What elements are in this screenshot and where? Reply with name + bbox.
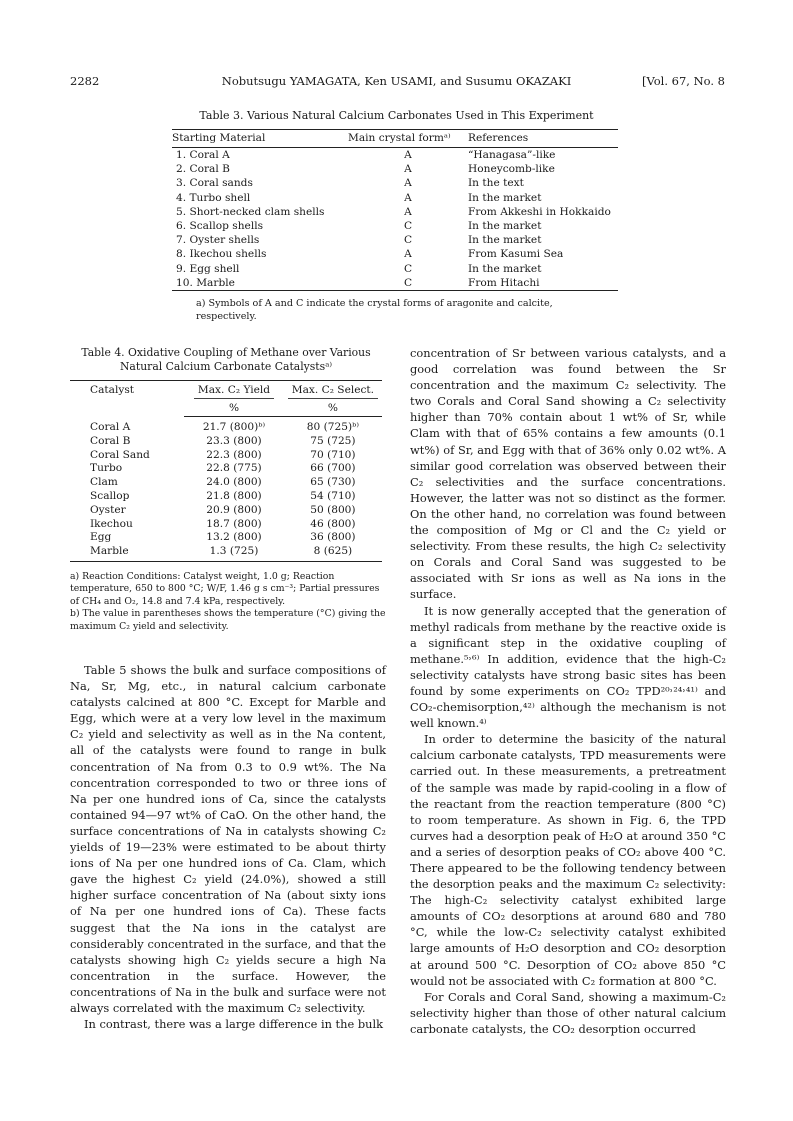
table4-cell-select: 46 (800) (310, 517, 356, 530)
table4-cell-catalyst: Marble (70, 545, 184, 561)
table4-header-yield (184, 381, 284, 400)
table4-cell-yield: 13.2 (800) (206, 531, 262, 544)
table4-cell-select: 36 (800) (310, 531, 356, 544)
table-row (70, 545, 382, 561)
running-header-authors: Nobutsugu YAMAGATA, Ken USAMI, and Susumu OKAZAKI (221, 74, 572, 88)
table3-cell-form: A (404, 149, 412, 161)
table-row (70, 449, 382, 463)
table-row (70, 490, 382, 504)
table4-cell-yield: 20.9 (800) (206, 503, 262, 516)
table3-cell-form: A (404, 205, 412, 218)
table3-cell-ref: In the text (468, 177, 524, 190)
table3-cell-material: 9. Egg shell (176, 262, 240, 275)
table3-cell-ref: “Hanagasa”-like (468, 149, 556, 161)
table-row (70, 518, 382, 532)
table4-cell-catalyst: Oyster (90, 503, 126, 516)
table4-cell-select: 66 (700) (310, 462, 356, 475)
table4-cell-yield: 18.7 (800) (206, 517, 262, 530)
table3-cell-form: C (348, 276, 468, 291)
body-paragraph: In order to determine the basicity of the natural calcium carbonate catalysts, TPD measurements were carried out. In these measurements, a pretreatment of the sample was made by rapid-cooling in a flow of the reactant from the reaction temperature (800 °C) to room temperature. As shown in Fig. 6, the TPD curves had a desorption peak of H₂O at around 350 °C and a series of desorption peaks of CO₂ above 400 °C. There appeared to be the following tendency between the desorption peaks and the maximum C₂ selectivity: The high-C₂ selectivity catalyst exhibited large amounts of CO₂ desorptions at around 680 and 780 °C, while the low-C₂ selectivity catalyst exhibited large amounts of H₂O desorption and CO₂ desorption at around 500 °C. Desorption of CO₂ above 850 °C would not be associated with C₂ formation at 800 °C. (410, 732, 726, 988)
table-row (70, 531, 382, 545)
table4-cell-catalyst: Turbo (90, 462, 123, 475)
table4-cell-catalyst: Coral A (90, 420, 131, 433)
table-row (70, 476, 382, 490)
table4-footnote-a: a) Reaction Conditions: Catalyst weight, 1.0 g; Reaction temperature, 650 to 800 °C; W/F, 1.46 g s cm⁻³; Partial pressures of CH₄ and O₂, 14.8 and 7.4 kPa, respectively. (70, 571, 380, 607)
table4-cell-yield: 21.7 (800)ᵇ⁾ (202, 421, 266, 433)
table4-cell-catalyst: Coral Sand (90, 448, 150, 461)
table3-header-references: References (468, 130, 618, 148)
table4-cell-catalyst: Scallop (90, 489, 130, 502)
table4-cell-catalyst: Ikechou (90, 517, 133, 530)
table3-cell-form: A (404, 248, 412, 261)
table3-caption: Table 3. Various Natural Calcium Carbonates Used in This Experiment (199, 109, 594, 122)
table4-cell-catalyst: Coral B (90, 434, 131, 447)
body-paragraph: concentration of Sr between various catalysts, and a good correlation was found between the Sr concentration and the maximum C₂ selectivity. The two Corals and Coral Sand showing a C₂ selectivity higher than 70% contain about 1 wt% of Sr, while Clam with that of 65% contains a few amounts (0.1 wt%) of Sr, and Egg with that of 36% only 0.02 wt%. A similar good correlation was observed between their C₂ selectivities and the surface concentrations. However, the latter was not so distinct as the former. On the other hand, no correlation was found between the composition of Mg or Cl and the C₂ yield or selectivity. From these results, the high C₂ selectivity on Corals and Coral Sand was suggested to be associated with Sr ions as well as Na ions in the surface. (410, 346, 726, 602)
table4-cell-yield: 23.3 (800) (206, 434, 262, 447)
table4-footnotes (70, 571, 386, 633)
table4 (70, 380, 382, 562)
table3-cell-material: 8. Ikechou shells (176, 248, 267, 261)
table3-cell-material: 7. Oyster shells (176, 234, 260, 247)
table-row (70, 417, 382, 435)
table3-cell-ref: Honeycomb-like (468, 163, 555, 176)
table-row (172, 247, 618, 261)
table-row (172, 205, 618, 219)
table4-unit-select: % (284, 399, 382, 417)
body-paragraph: It is now generally accepted that the generation of methyl radicals from methane by the reactive oxide is a significant step in the oxidative coupling of methane.⁵˒⁶⁾ In addition, evidence that the high-C₂ selectivity catalysts have strong basic sites has been found by some experiments on CO₂ TPD²⁰˒²⁴˒⁴¹⁾ and CO₂-chemisorption,⁴²⁾ although the mechanism is not well known.⁴⁾ (410, 603, 726, 731)
table-row (172, 148, 618, 163)
body-paragraph: For Corals and Coral Sand, showing a maximum-C₂ selectivity higher than those of other natural calcium carbonate catalysts, the CO₂ desorption occurred (410, 989, 726, 1036)
table-row (70, 435, 382, 449)
table3-cell-material: 2. Coral B (176, 163, 230, 176)
table-row (172, 176, 618, 190)
table3-cell-material: 4. Turbo shell (176, 191, 251, 204)
body-column-right (410, 345, 726, 1037)
table3-cell-material: 10. Marble (172, 276, 348, 291)
table-row (172, 262, 618, 276)
table4-footnote-b: b) The value in parentheses shows the temperature (°C) giving the maximum C₂ yield and selectivity. (70, 608, 386, 632)
table4-cell-yield: 24.0 (800) (206, 476, 262, 489)
table4-cell-yield: 22.3 (800) (206, 448, 262, 461)
table3-cell-form: A (404, 163, 412, 176)
table4-cell-select: 70 (710) (310, 448, 356, 461)
table3-header-starting-material: Starting Material (172, 130, 348, 148)
table-row (172, 276, 618, 291)
table4-cell-yield: 22.8 (775) (206, 462, 262, 475)
table3-cell-form: A (404, 177, 412, 190)
table4-cell-yield: 21.8 (800) (206, 489, 262, 502)
table3-cell-form: C (403, 262, 413, 275)
table3-cell-ref: From Akkeshi in Hokkaido (468, 205, 611, 218)
table3-cell-ref: In the market (468, 191, 542, 204)
table4-cell-yield: 1.3 (725) (184, 545, 284, 561)
page-number: 2282 (70, 74, 100, 88)
table3-cell-ref: In the market (468, 234, 542, 247)
table3-cell-material: 3. Coral sands (176, 177, 253, 190)
table4-unit-yield: % (184, 399, 284, 417)
table3-cell-ref: From Hitachi (468, 276, 618, 291)
table3-cell-form: A (404, 191, 412, 204)
table4-cell-select: 50 (800) (310, 503, 356, 516)
table4-header-yield-label: Max. C₂ Yield (194, 384, 274, 399)
table4-cell-select: 65 (730) (310, 476, 356, 489)
table3-cell-material: 6. Scallop shells (176, 220, 264, 233)
table4-cell-select: 75 (725) (310, 434, 356, 447)
table-row (172, 162, 618, 176)
table-row (70, 462, 382, 476)
table3 (172, 129, 618, 291)
table3-cell-material: 1. Coral A (176, 149, 230, 161)
table3-cell-form: C (403, 234, 413, 247)
table3-cell-ref: In the market (468, 220, 542, 233)
table4-cell-catalyst: Clam (90, 476, 118, 489)
table3-cell-ref: From Kasumi Sea (468, 248, 564, 261)
table3-cell-ref: In the market (468, 262, 542, 275)
table-row (172, 219, 618, 233)
table4-cell-catalyst: Egg (90, 531, 112, 544)
table4-header-catalyst: Catalyst (70, 381, 184, 417)
body-paragraph: Table 5 shows the bulk and surface compositions of Na, Sr, Mg, etc., in natural calcium carbonate catalysts calcined at 800 °C. Except for Marble and Egg, which were at a very low level in the maximum C₂ yield and selectivity as well as in the Na content, all of the catalysts were found to range in bulk concentration of Na from 0.3 to 0.9 wt%. The Na concentration corresponded to two or three ions of Na per one hundred ions of Ca, since the catalysts contained 94—97 wt% of CaO. On the other hand, the surface concentrations of Na in catalysts showing C₂ yields of 19—23% were estimated to be about thirty ions of Na per one hundred ions of Ca. Clam, which gave the highest C₂ yield (24.0%), showed a still higher surface concentration of Na (about sixty ions of Na per one hundred ions of Ca). These facts suggest that the Na ions in the catalyst are considerably concentrated in the surface, and that the catalysts showing high C₂ yields secure a high Na concentration in the surface. However, the concentrations of Na in the bulk and surface were not always correlated with the maximum C₂ selectivity. (70, 663, 386, 1015)
body-column-left (70, 662, 386, 1032)
table4-header-select (284, 381, 382, 400)
table4-header-select-label: Max. C₂ Select. (288, 384, 378, 399)
body-paragraph: In contrast, there was a large difference in the bulk (84, 1017, 383, 1032)
table-row (70, 504, 382, 518)
table3-cell-material: 5. Short-necked clam shells (176, 205, 325, 218)
table4-cell-select: 54 (710) (310, 489, 356, 502)
table3-header-crystal-form: Main crystal formᵃ⁾ (348, 130, 468, 148)
journal-volume: [Vol. 67, No. 8 (641, 74, 725, 88)
table-row (172, 191, 618, 205)
table4-caption: Table 4. Oxidative Coupling of Methane over Various Natural Calcium Carbonate Catalystsᵃ⁾ (81, 346, 371, 373)
table3-footnote: a) Symbols of A and C indicate the crystal forms of aragonite and calcite, respectively. (196, 298, 553, 322)
table3-cell-form: C (403, 220, 413, 233)
table4-cell-select: 80 (725)ᵇ⁾ (306, 421, 359, 433)
table-row (172, 233, 618, 247)
table4-cell-select: 8 (625) (284, 545, 382, 561)
